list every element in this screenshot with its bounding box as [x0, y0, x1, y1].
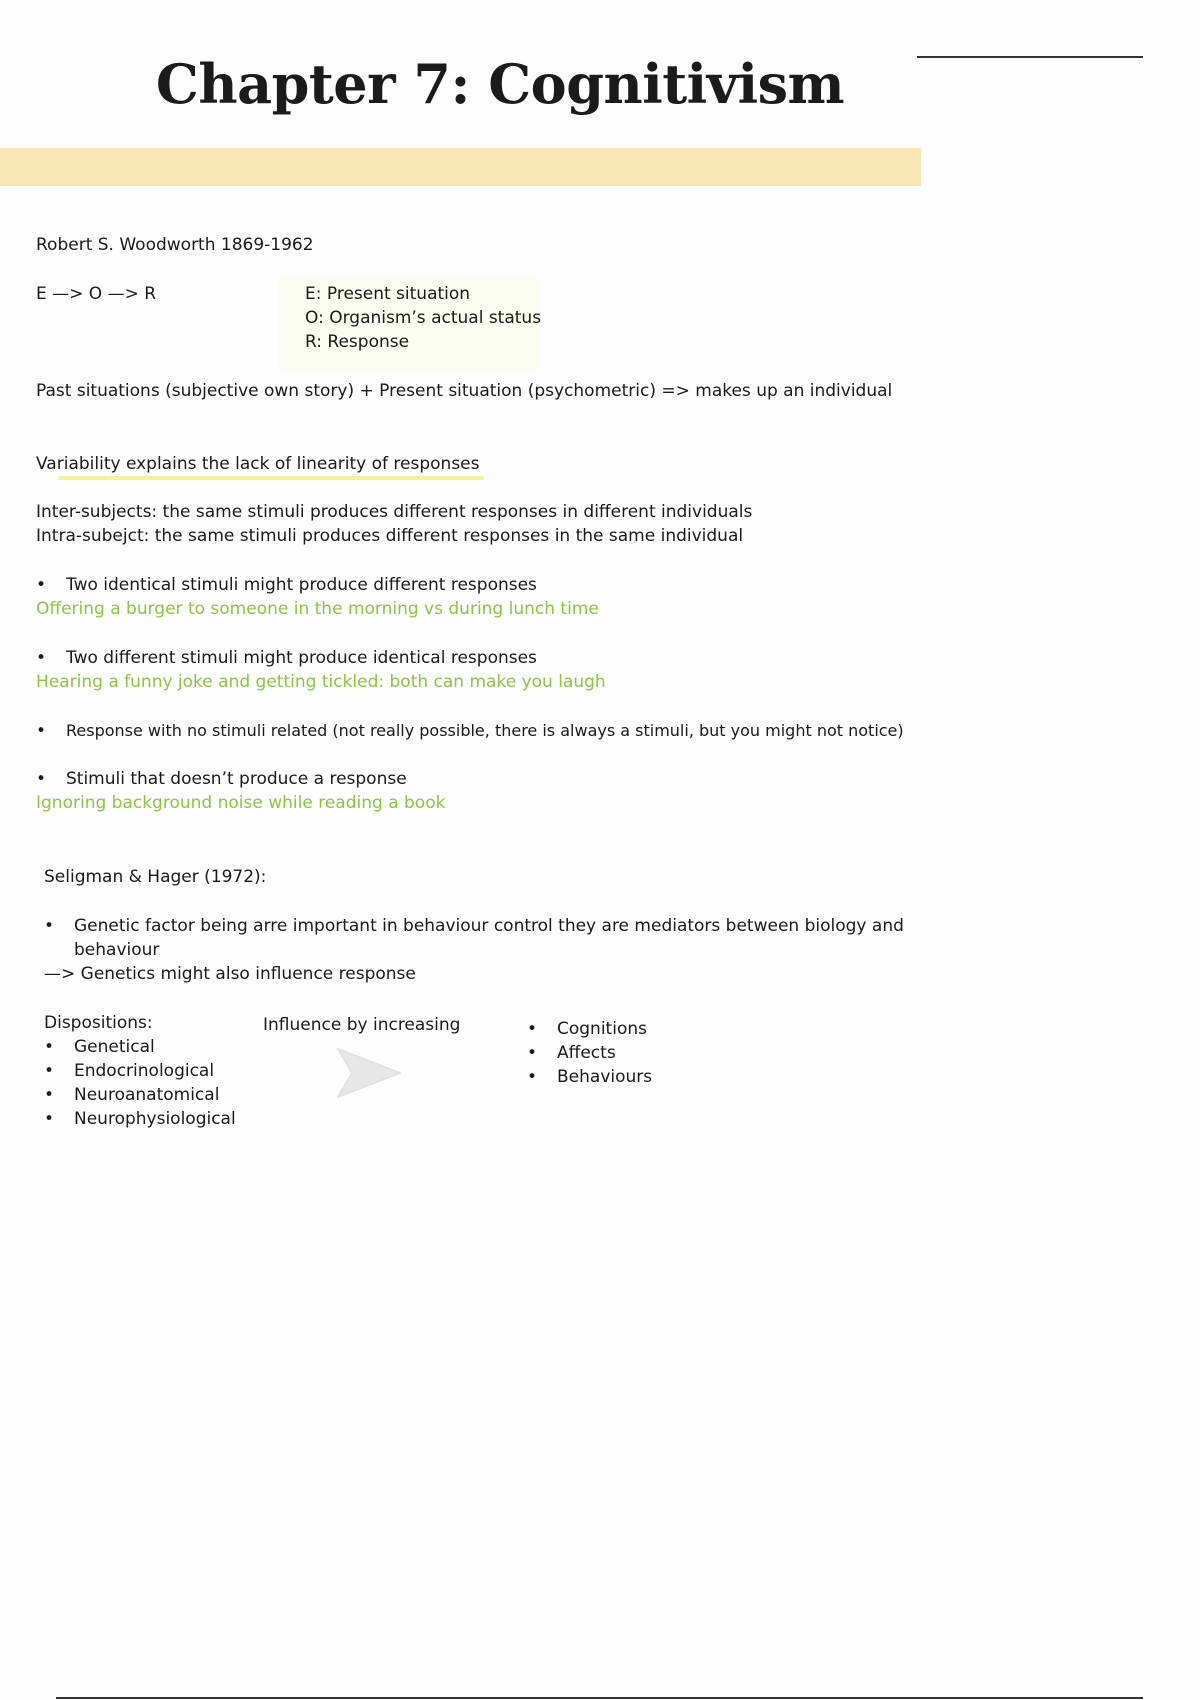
outcome-item: Behaviours: [557, 1067, 653, 1087]
genetic-bullet-line1: Genetic factor being arre important in behaviour control they are mediators between biology and: [74, 916, 904, 936]
top-rule: [917, 56, 1143, 58]
formula: E —> O —> R: [36, 284, 157, 304]
case-example: Ignoring background noise while reading a book: [36, 793, 446, 813]
case-bullet: Two identical stimuli might produce different responses: [66, 575, 537, 595]
genetic-bullet-line2: behaviour: [74, 940, 160, 960]
bullet-dot: •: [36, 721, 47, 741]
bullet-dot: •: [36, 575, 47, 595]
case-example: Offering a burger to someone in the morning vs during lunch time: [36, 599, 599, 619]
bullet-dot: •: [44, 916, 55, 936]
bullet-dot: •: [44, 1037, 55, 1057]
disposition-item: Neuroanatomical: [74, 1085, 220, 1105]
outcome-item: Affects: [557, 1043, 616, 1063]
page-title: Chapter 7: Cognitivism: [155, 52, 845, 116]
heading-underline: [58, 476, 484, 480]
past-present-line: Past situations (subjective own story) + Present situation (psychometric) => makes up an individual: [36, 381, 893, 401]
bullet-dot: •: [527, 1067, 538, 1087]
case-bullet: Response with no stimuli related (not really possible, there is always a stimuli, but you might not notice): [66, 721, 904, 740]
bullet-dot: •: [44, 1061, 55, 1081]
seligman-heading: Seligman & Hager (1972):: [44, 867, 267, 887]
bullet-dot: •: [527, 1019, 538, 1039]
case-bullet: Stimuli that doesn’t produce a response: [66, 769, 407, 789]
bullet-dot: •: [527, 1043, 538, 1063]
influence-label: Influence by increasing: [263, 1015, 461, 1035]
bullet-dot: •: [44, 1109, 55, 1129]
arrow-right-icon: [334, 1043, 404, 1103]
bullet-dot: •: [44, 1085, 55, 1105]
inter-subjects-line: Inter-subjects: the same stimuli produces different responses in different individuals: [36, 502, 753, 522]
legend-e: E: Present situation: [305, 284, 471, 304]
legend-o: O: Organism’s actual status: [305, 308, 542, 328]
disposition-item: Neurophysiological: [74, 1109, 236, 1129]
legend-r: R: Response: [305, 332, 410, 352]
title-highlight-band: [0, 148, 921, 186]
variability-heading: Variability explains the lack of linearity of responses: [36, 454, 480, 474]
bullet-dot: •: [36, 769, 47, 789]
outcome-item: Cognitions: [557, 1019, 647, 1039]
bullet-dot: •: [36, 648, 47, 668]
dispositions-heading: Dispositions:: [44, 1013, 153, 1033]
author-line: Robert S. Woodworth 1869-1962: [36, 235, 314, 255]
disposition-item: Endocrinological: [74, 1061, 215, 1081]
disposition-item: Genetical: [74, 1037, 155, 1057]
case-example: Hearing a funny joke and getting tickled: both can make you laugh: [36, 672, 606, 692]
genetics-arrow-line: —> Genetics might also influence response: [44, 964, 416, 984]
case-bullet: Two different stimuli might produce identical responses: [66, 648, 537, 668]
bottom-rule: [56, 1697, 1143, 1699]
intra-subject-line: Intra-subejct: the same stimuli produces different responses in the same individual: [36, 526, 744, 546]
